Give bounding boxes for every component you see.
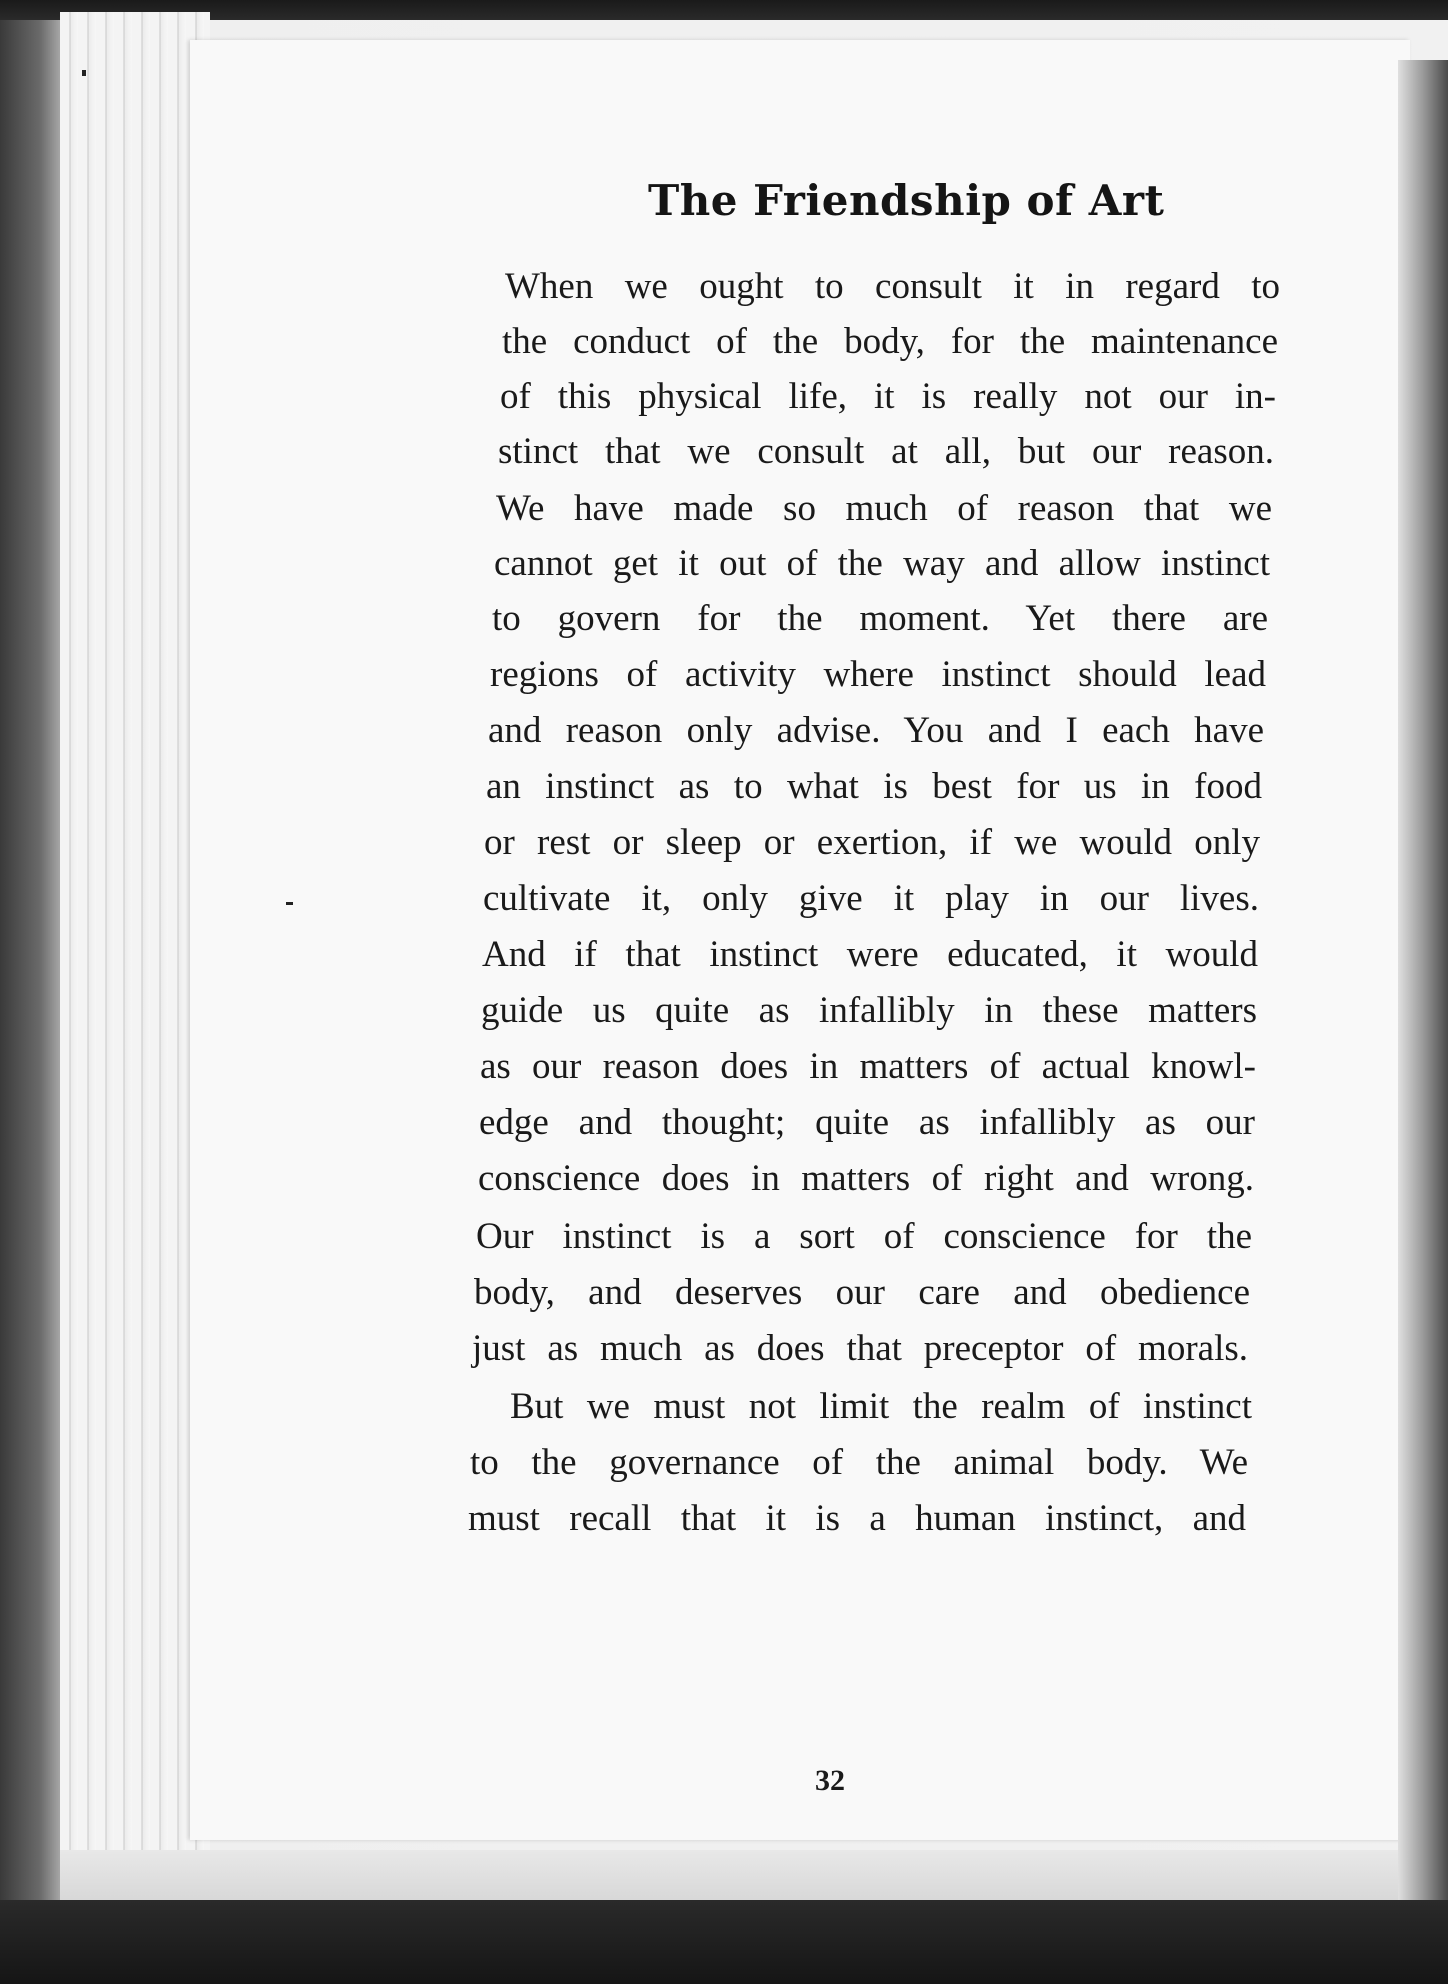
body-text-line: cultivate it, only give it play in our lives. xyxy=(483,878,1259,919)
body-text-line: But we must not limit the realm of instinct xyxy=(510,1386,1252,1427)
body-text-line: edge and thought; quite as infallibly as our xyxy=(479,1102,1255,1143)
body-text-line: the conduct of the body, for the maintenance xyxy=(502,321,1278,362)
body-text-line: body, and deserves our care and obedience xyxy=(474,1272,1250,1313)
body-text-line: guide us quite as infallibly in these matters xyxy=(481,990,1257,1031)
body-text-line: an instinct as to what is best for us in food xyxy=(486,766,1262,807)
body-text-line: of this physical life, it is really not our in- xyxy=(500,376,1276,417)
page-number: 32 xyxy=(815,1764,845,1797)
body-text-line: cannot get it out of the way and allow instinct xyxy=(494,543,1270,584)
body-text-line: to govern for the moment. Yet there are xyxy=(492,598,1268,639)
dust-speck xyxy=(82,70,86,76)
body-text-line: Our instinct is a sort of conscience for the xyxy=(476,1216,1252,1257)
running-head: The Friendship of Art xyxy=(648,176,1165,225)
body-text-line: conscience does in matters of right and wrong. xyxy=(478,1158,1254,1199)
gutter-shadow xyxy=(1398,60,1448,1920)
body-text-line: We have made so much of reason that we xyxy=(496,488,1272,529)
dust-speck xyxy=(286,902,293,905)
body-text-line: and reason only advise. You and I each have xyxy=(488,710,1264,751)
body-text-line: as our reason does in matters of actual knowl- xyxy=(480,1046,1256,1087)
body-text-line: must recall that it is a human instinct, and xyxy=(468,1498,1246,1539)
body-text-line: regions of activity where instinct should lead xyxy=(490,654,1266,695)
body-text-line: or rest or sleep or exertion, if we would only xyxy=(484,822,1260,863)
body-text-line: And if that instinct were educated, it would xyxy=(482,934,1258,975)
body-text-line: just as much as does that preceptor of morals. xyxy=(472,1328,1248,1369)
bottom-shadow xyxy=(0,1900,1448,1984)
body-text-line: to the governance of the animal body. We xyxy=(470,1442,1248,1483)
top-shadow xyxy=(0,0,1448,20)
page-edges-stack xyxy=(60,12,210,1892)
page-stack-bottom-edge xyxy=(60,1850,1410,1900)
body-text-line: stinct that we consult at all, but our reason. xyxy=(498,431,1274,472)
body-text-line: When we ought to consult it in regard to xyxy=(505,266,1280,307)
